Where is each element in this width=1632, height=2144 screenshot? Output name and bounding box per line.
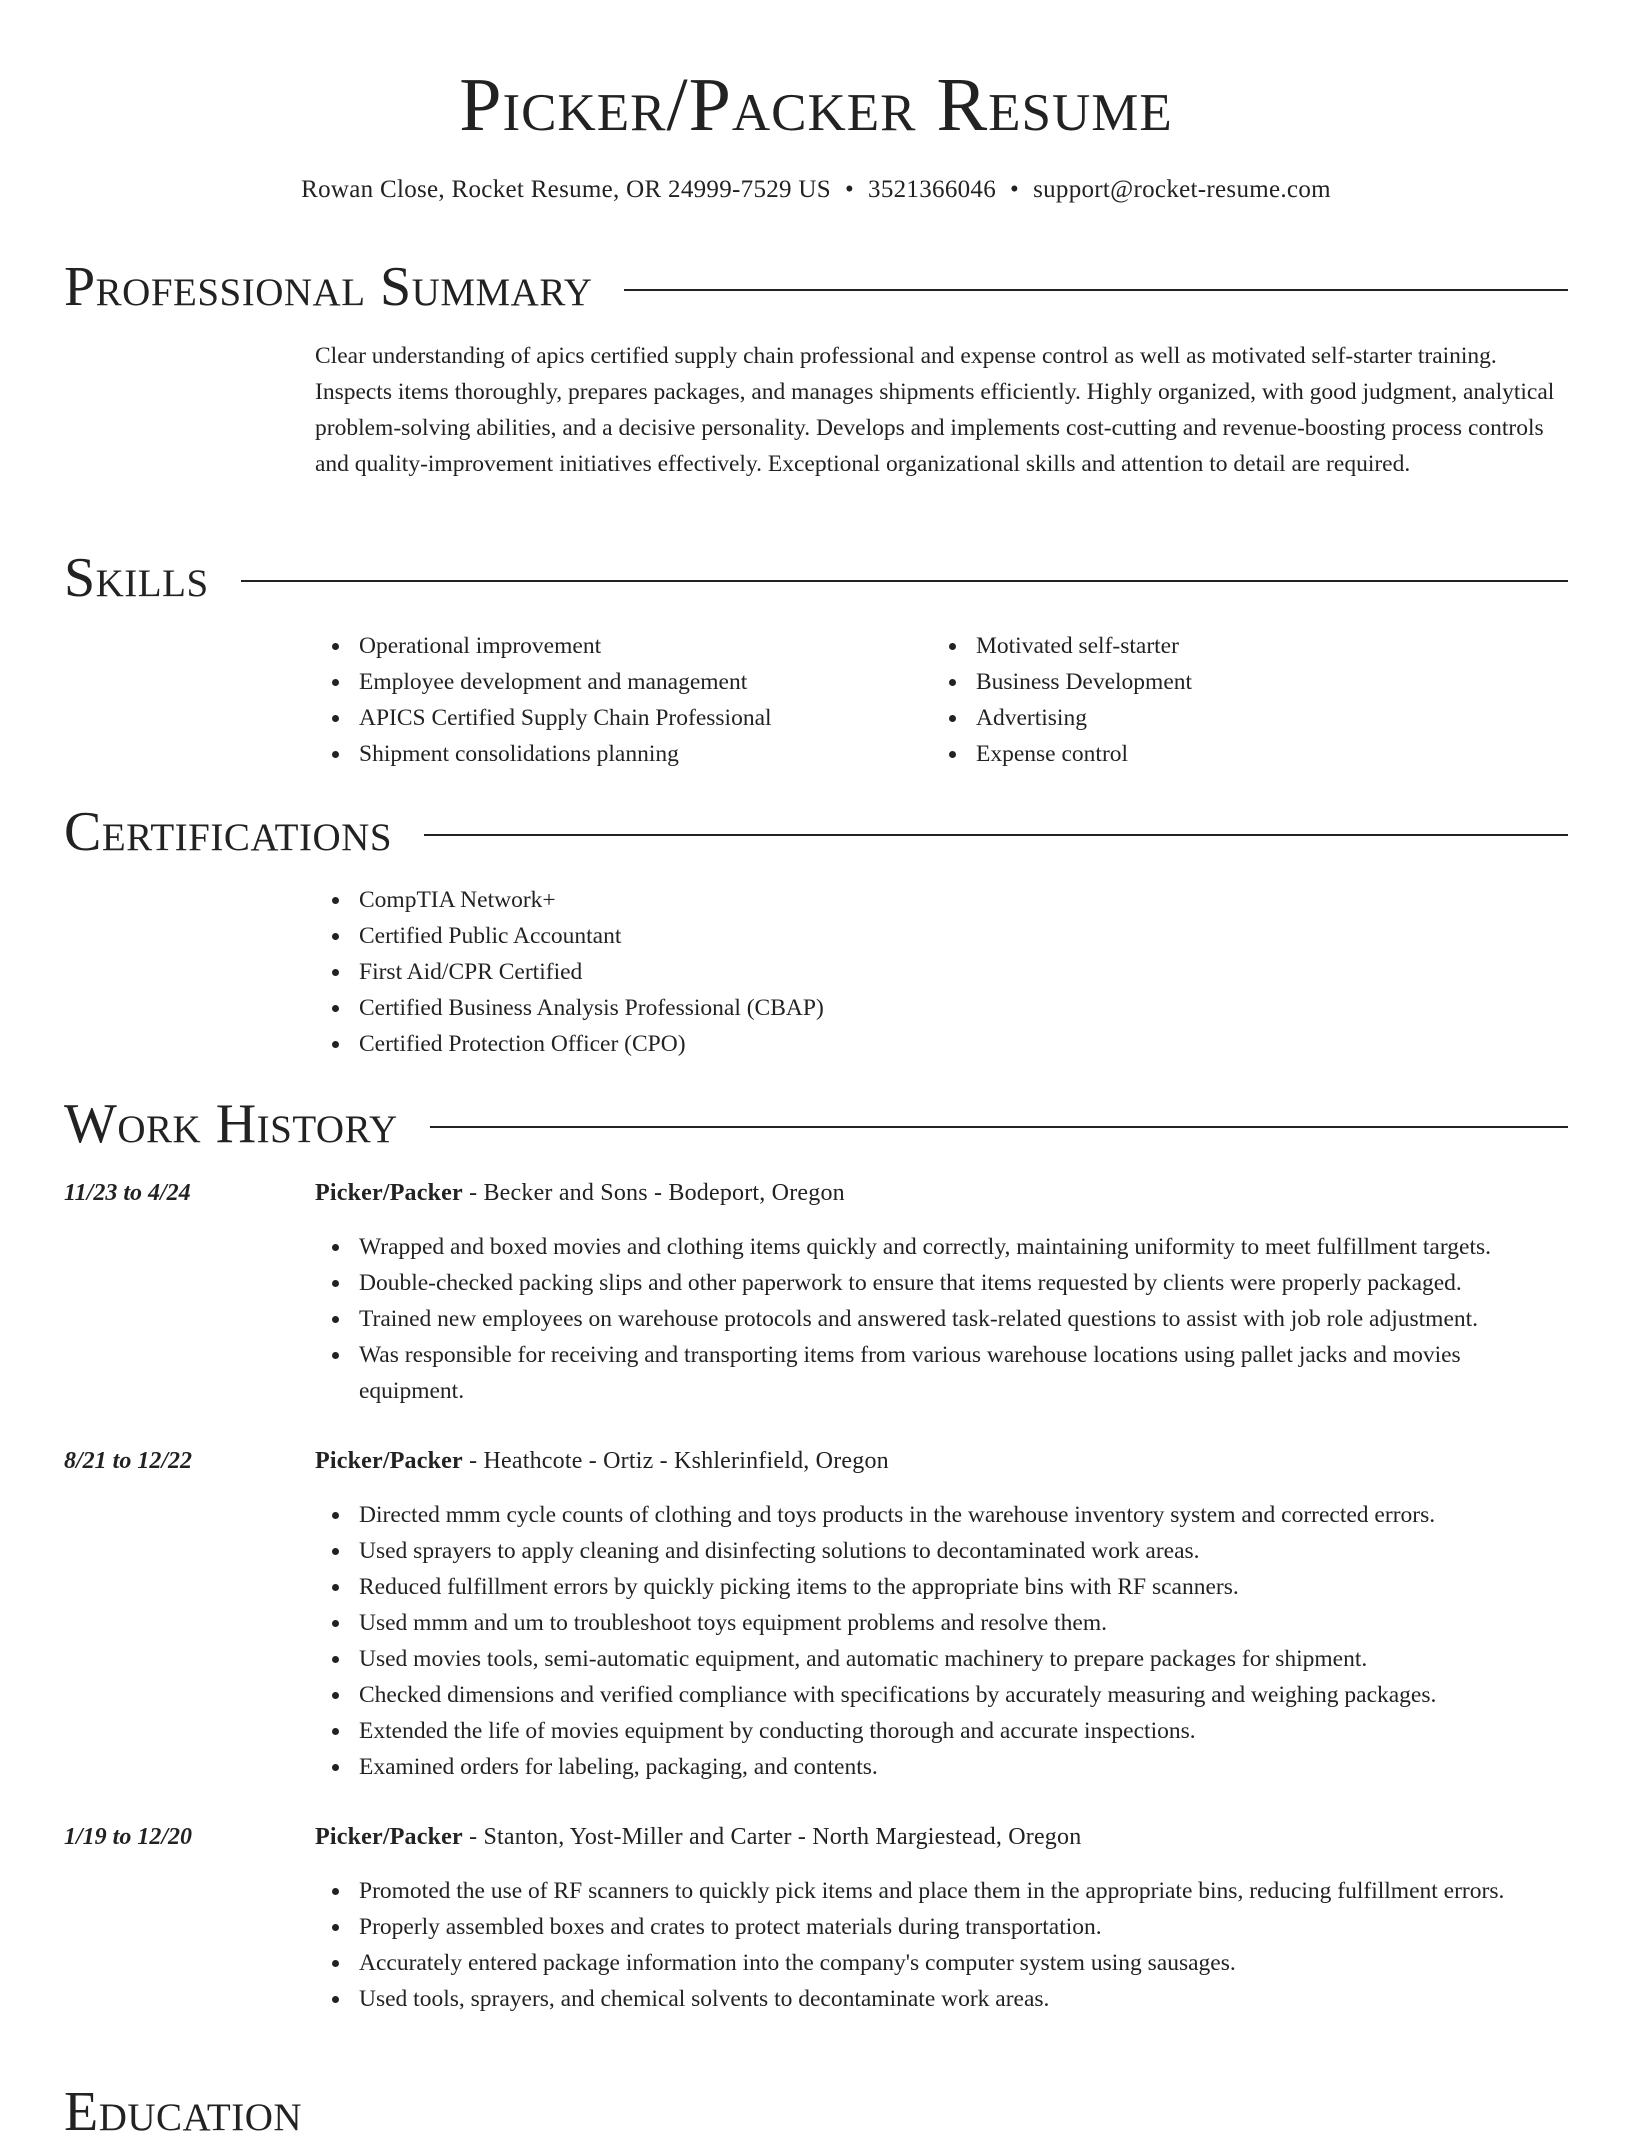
job-bullet: Double-checked packing slips and other paperwork to ensure that items requested by clients were properly packaged. — [315, 1265, 1568, 1301]
job-bullet: Used sprayers to apply cleaning and disinfecting solutions to decontaminated work areas. — [315, 1533, 1568, 1569]
job-heading — [315, 1175, 845, 1211]
skill-item: Business Development — [932, 664, 1192, 700]
certification-item: Certified Business Analysis Professional (CBAP) — [315, 990, 824, 1026]
job-heading — [315, 1819, 1081, 1855]
job-bullet: Checked dimensions and verified compliance with specifications by accurately measuring and weighing packages. — [315, 1677, 1568, 1713]
job-dates: 11/23 to 4/24 — [64, 1180, 191, 1206]
work-history-section-header — [64, 1092, 1568, 1156]
job-bullet: Used mmm and um to troubleshoot toys equipment problems and resolve them. — [315, 1605, 1568, 1641]
job-bullet: Accurately entered package information into the company's computer system using sausages. — [315, 1945, 1568, 1981]
job-dates: 1/19 to 12/20 — [64, 1824, 193, 1850]
job-employer-location: - Becker and Sons - Bodeport, Oregon — [462, 1180, 845, 1206]
job-bullet: Used movies tools, semi-automatic equipment, and automatic machinery to prepare packages for shipment. — [315, 1641, 1568, 1677]
skill-item: Employee development and management — [315, 664, 772, 700]
job-bullet: Directed mmm cycle counts of clothing and toys products in the warehouse inventory system and corrected errors. — [315, 1497, 1568, 1533]
work-history-section-title: Work History — [64, 1093, 398, 1155]
summary-section-header — [64, 255, 1568, 319]
contact-line — [0, 172, 1632, 208]
certifications-section-header — [64, 800, 1568, 864]
certification-item: Certified Public Accountant — [315, 918, 824, 954]
skill-item: Expense control — [932, 736, 1192, 772]
skill-item: Motivated self-starter — [932, 628, 1192, 664]
job-role: Picker/Packer — [315, 1180, 463, 1206]
job-dates: 8/21 to 12/22 — [64, 1448, 193, 1474]
job-bullet: Promoted the use of RF scanners to quickly pick items and place them in the appropriate bins, reducing fulfillment errors. — [315, 1873, 1568, 1909]
section-divider — [424, 834, 1568, 836]
contact-address: Rowan Close, Rocket Resume, OR 24999-7529 US — [301, 176, 831, 203]
job-bullet: Reduced fulfillment errors by quickly picking items to the appropriate bins with RF scanners. — [315, 1569, 1568, 1605]
education-section-header — [64, 2080, 1568, 2144]
certification-item: First Aid/CPR Certified — [315, 954, 824, 990]
job-bullet-list — [315, 1497, 1568, 1785]
job-role: Picker/Packer — [315, 1448, 463, 1474]
skills-section-title: Skills — [64, 547, 209, 609]
job-bullet: Trained new employees on warehouse protocols and answered task-related questions to assist with job role adjustment. — [315, 1301, 1568, 1337]
skills-section-header — [64, 546, 1568, 610]
summary-text: Clear understanding of apics certified supply chain professional and expense control as well as motivated self-starter training. Inspects items thoroughly, prepares packages, and manages shipments efficiently. Highly organized, with good judgment, analytical problem-solving abilities, and a decisive personality. Develops and implements cost-cutting and revenue-boosting process controls and quality-improvement initiatives effectively. Exceptional organizational skills and attention to detail are required. — [315, 343, 1555, 477]
section-divider — [624, 289, 1568, 291]
contact-email: support@rocket-resume.com — [1033, 176, 1331, 203]
section-divider — [430, 1126, 1568, 1128]
resume-title: Picker/Packer Resume — [459, 63, 1173, 147]
contact-separator: • — [1010, 176, 1020, 203]
certification-item: Certified Protection Officer (CPO) — [315, 1026, 824, 1062]
education-section-title: Education — [64, 2081, 303, 2143]
job-role: Picker/Packer — [315, 1824, 463, 1850]
skill-item: Shipment consolidations planning — [315, 736, 772, 772]
skill-item: Advertising — [932, 700, 1192, 736]
contact-separator: • — [844, 176, 855, 203]
job-bullet: Was responsible for receiving and transporting items from various warehouse locations using pallet jacks and movies equipment. — [315, 1337, 1568, 1409]
job-bullet: Properly assembled boxes and crates to protect materials during transportation. — [315, 1909, 1568, 1945]
certifications-list — [315, 882, 824, 1062]
summary-section-title: Professional Summary — [64, 256, 593, 318]
job-employer-location: - Stanton, Yost-Miller and Carter - North Margiestead, Oregon — [462, 1824, 1082, 1850]
skill-item: APICS Certified Supply Chain Professional — [315, 700, 772, 736]
job-bullet-list — [315, 1229, 1568, 1409]
job-bullet: Used tools, sprayers, and chemical solvents to decontaminate work areas. — [315, 1981, 1568, 2017]
skills-list-right — [932, 628, 1192, 772]
job-employer-location: - Heathcote - Ortiz - Kshlerinfield, Oregon — [462, 1448, 889, 1474]
skills-list-left — [315, 628, 772, 772]
job-bullet: Wrapped and boxed movies and clothing items quickly and correctly, maintaining uniformity to meet fulfillment targets. — [315, 1229, 1568, 1265]
section-divider — [241, 580, 1568, 582]
skill-item: Operational improvement — [315, 628, 772, 664]
job-heading — [315, 1443, 889, 1479]
contact-phone: 3521366046 — [868, 176, 997, 203]
job-bullet: Examined orders for labeling, packaging, and contents. — [315, 1749, 1568, 1785]
job-bullet-list — [315, 1873, 1568, 2017]
certifications-section-title: Certifications — [64, 801, 393, 863]
job-bullet: Extended the life of movies equipment by conducting thorough and accurate inspections. — [315, 1713, 1568, 1749]
certification-item: CompTIA Network+ — [315, 882, 824, 918]
